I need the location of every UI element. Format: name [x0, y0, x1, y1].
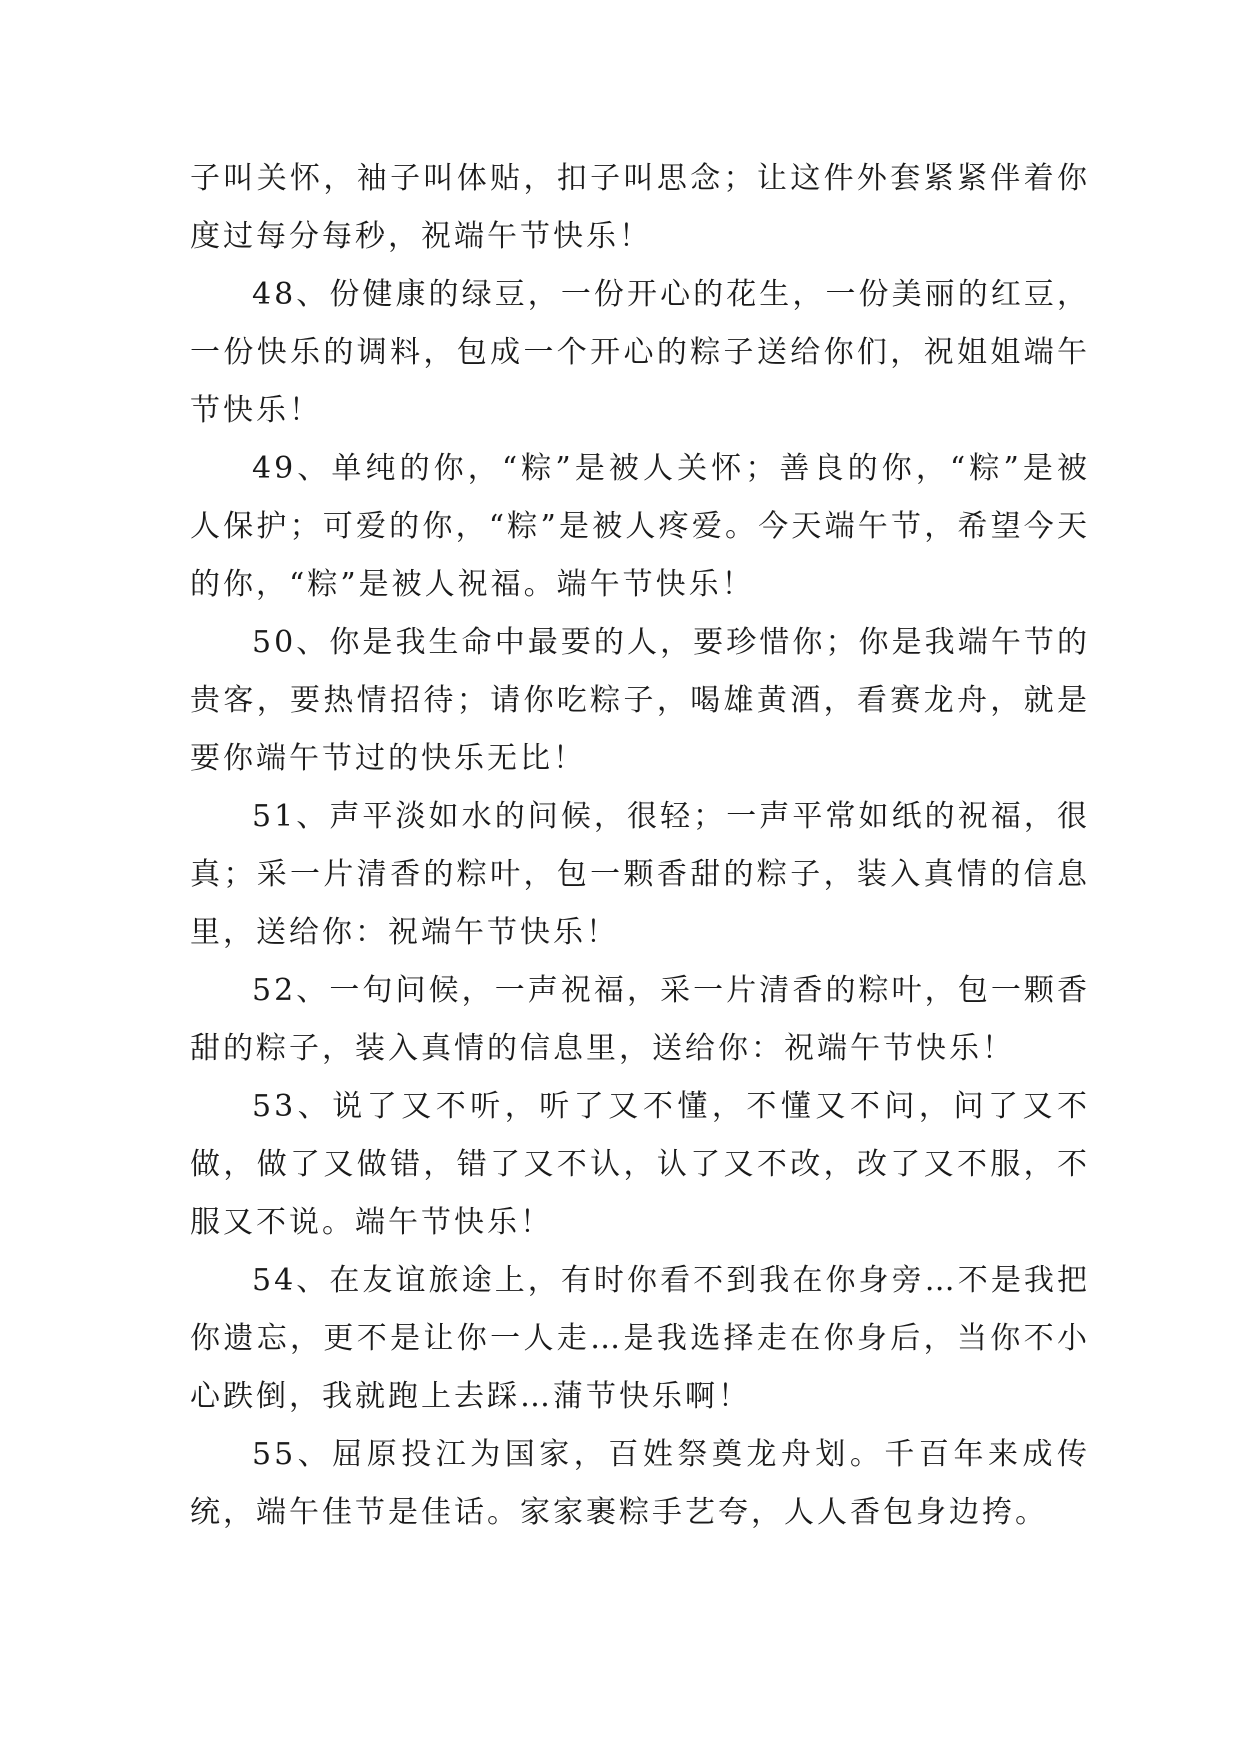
paragraph-47-continuation: 子叫关怀，袖子叫体贴，扣子叫思念；让这件外套紧紧伴着你度过每分每秒，祝端午节快乐！: [190, 161, 1090, 254]
paragraph-51: 51、声平淡如水的问候，很轻；一声平常如纸的祝福，很真；采一片清香的粽叶，包一颗香甜的粽子，装入真情的信息里，送给你：祝端午节快乐！: [190, 799, 1090, 950]
paragraph-49: 49、单纯的你，“粽”是被人关怀；善良的你，“粽”是被人保护；可爱的你，“粽”是被人疼爱。今天端午节，希望今天的你，“粽”是被人祝福。端午节快乐！: [190, 451, 1090, 602]
paragraph-50: 50、你是我生命中最要的人，要珍惜你；你是我端午节的贵客，要热情招待；请你吃粽子，喝雄黄酒，看赛龙舟，就是要你端午节过的快乐无比！: [190, 625, 1090, 776]
paragraph-54: 54、在友谊旅途上，有时你看不到我在你身旁…不是我把你遗忘，更不是让你一人走…是我选择走在你身后，当你不小心跌倒，我就跑上去踩…蒲节快乐啊！: [190, 1263, 1090, 1414]
paragraph-53: 53、说了又不听，听了又不懂，不懂又不问，问了又不做，做了又做错，错了又不认，认了又不改，改了又不服，不服又不说。端午节快乐！: [190, 1089, 1090, 1240]
paragraph-48: 48、份健康的绿豆，一份开心的花生，一份美丽的红豆，一份快乐的调料，包成一个开心的粽子送给你们，祝姐姐端午节快乐！: [190, 277, 1090, 428]
document-body: [190, 150, 1090, 1542]
paragraph-55: 55、屈原投江为国家，百姓祭奠龙舟划。千百年来成传统，端午佳节是佳话。家家裹粽手艺夸，人人香包身边挎。: [190, 1437, 1090, 1530]
paragraph-52: 52、一句问候，一声祝福，采一片清香的粽叶，包一颗香甜的粽子，装入真情的信息里，送给你：祝端午节快乐！: [190, 973, 1090, 1066]
